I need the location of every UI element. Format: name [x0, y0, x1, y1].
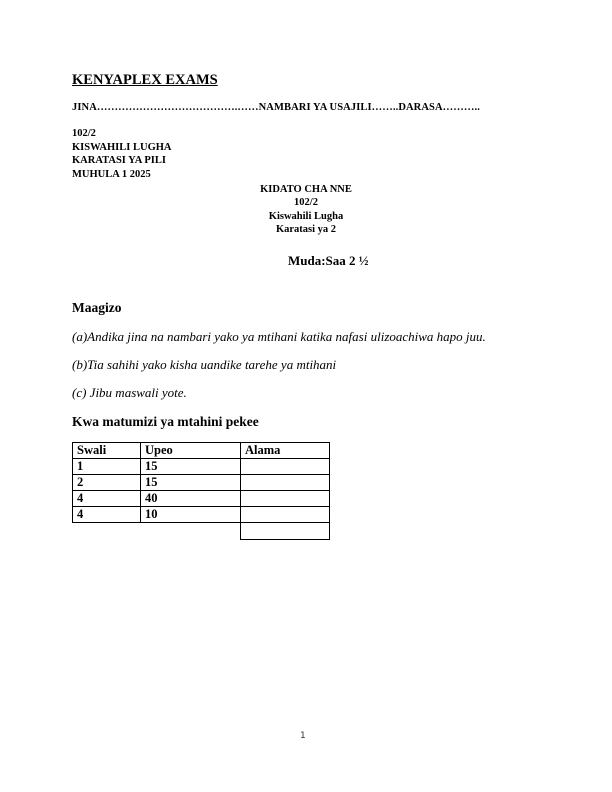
center-subject: Kiswahili Lugha: [268, 210, 344, 222]
score-cell[interactable]: [241, 491, 330, 507]
column-header-upeo: Upeo: [141, 443, 241, 459]
question-cell: 4: [73, 491, 141, 507]
instructions-heading: Maagizo: [72, 300, 122, 315]
question-cell: 2: [73, 475, 141, 491]
form-level: KIDATO CHA NNE: [260, 184, 352, 195]
paper-code: 102/2: [72, 128, 96, 139]
page-number: 1: [300, 731, 306, 741]
center-paper-code: 102/2: [294, 197, 318, 209]
table-header-row: [73, 443, 330, 459]
center-paper-number: Karatasi ya 2: [275, 223, 337, 235]
instruction-item: (c) Jibu maswali yote.: [72, 385, 187, 400]
paper-number: KARATASI YA PILI: [72, 155, 166, 166]
max-marks-cell: 40: [141, 491, 241, 507]
term-year: MUHULA 1 2025: [72, 168, 151, 180]
max-marks-cell: 15: [141, 459, 241, 475]
instruction-item: (a)Andika jina na nambari yako ya mtihani katika nafasi ulizoachiwa hapo juu.: [72, 329, 486, 344]
score-cell[interactable]: [241, 475, 330, 491]
table-row: [73, 507, 330, 523]
max-marks-cell: 15: [141, 475, 241, 491]
empty-cell: [73, 523, 141, 540]
paper-meta: [72, 127, 171, 181]
centered-paper-info: [206, 183, 406, 236]
question-cell: 1: [73, 459, 141, 475]
document-title: KENYAPLEX EXAMS: [72, 72, 218, 88]
total-score-cell[interactable]: [241, 523, 330, 540]
instruction-item: (b)Tia sahihi yako kisha uandike tarehe ya mtihani: [72, 357, 337, 372]
score-cell[interactable]: [241, 507, 330, 523]
max-marks-cell: 10: [141, 507, 241, 523]
exam-duration: Muda:Saa 2 ½: [288, 253, 369, 268]
total-row: [73, 523, 330, 540]
column-header-swali: Swali: [73, 443, 141, 459]
marks-table: [72, 442, 330, 540]
column-header-alama: Alama: [241, 443, 330, 459]
candidate-details-line: JINA………………………………….……NAMBARI YA USAJILI……..DARASA………..: [72, 102, 480, 113]
table-row: [73, 491, 330, 507]
question-cell: 4: [73, 507, 141, 523]
examiner-use-heading: Kwa matumizi ya mtahini pekee: [72, 414, 259, 429]
empty-cell: [141, 523, 241, 540]
score-cell[interactable]: [241, 459, 330, 475]
table-row: [73, 459, 330, 475]
table-row: [73, 475, 330, 491]
subject-name: KISWAHILI LUGHA: [72, 141, 172, 153]
